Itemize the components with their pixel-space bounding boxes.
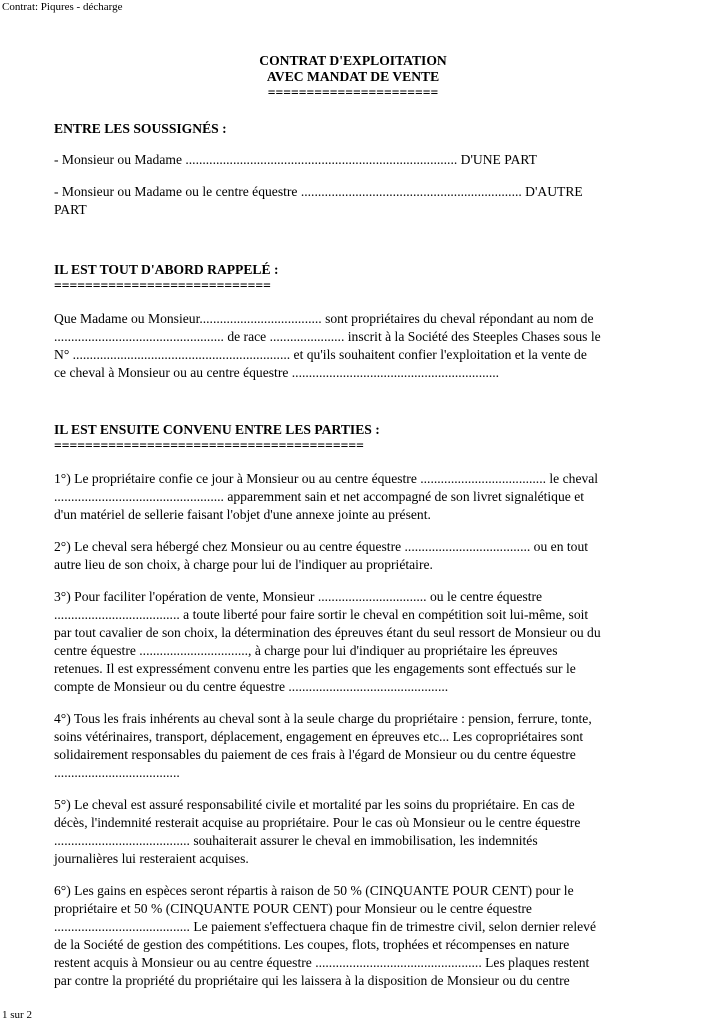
clause-6: 6°) Les gains en espèces seront répartis à raison de 50 % (CINQUANTE POUR CENT) pour le propriétaire et 50 % (CINQUANTE POUR CENT) pour Monsieur ou le centre équestre ........................................ Le paiement s'effectuera chaque fin de trimestre civil, selon dernier relevé de la Société de gestion des compétitions. Les coupes, flots, trophées et récompenses en nature restent acquis à Monsieur ou au centre équestre ................................................. Les plaques restent par contre la propriété du propriétaire qui les laissera à la disposition de Monsieur ou du centre: [54, 883, 596, 988]
clause-2: 2°) Le cheval sera hébergé chez Monsieur ou au centre équestre ..................................... ou en tout autre lieu de son choix, à charge pour lui de l'indiquer au propriétaire.: [54, 539, 589, 572]
title-underline: ======================: [267, 85, 439, 100]
clause-4: 4°) Tous les frais inhérents au cheval sont à la seule charge du propriétaire : pension, ferrure, tonte, soins vétérinaires, transport, déplacement, engagement en épreuves etc... Les copropriétaires sont solidairement responsables du paiement de ces frais à l'égard de Monsieur ou du centre équestre .....................................: [54, 711, 592, 780]
agreed-underline: ========================================: [54, 438, 364, 453]
print-header-title: Contrat: Piqures - décharge: [2, 1, 123, 13]
parties-heading: ENTRE LES SOUSSIGNÉS :: [54, 121, 227, 136]
document-body: [54, 53, 654, 990]
recall-underline: ============================: [54, 278, 271, 293]
clause-1: 1°) Le propriétaire confie ce jour à Monsieur ou au centre équestre ..................................... le cheval .................................................. apparemment sain et net accompagné de son livret signalétique et d'un matériel de sellerie faisant l'objet d'une annexe jointe au présent.: [54, 471, 599, 522]
page-number: 1 sur 2: [2, 1009, 32, 1021]
recall-heading: IL EST TOUT D'ABORD RAPPELÉ :: [54, 262, 279, 277]
recall-paragraph: Que Madame ou Monsieur.................................... sont propriétaires du cheval répondant au nom de .................................................. de race ...................... inscrit à la Société des Steeples Chases sous le N° ................................................................ et qu'ils souhaitent confier l'exploitation et la vente de ce cheval à Monsieur ou au centre équestre .............................................................: [54, 311, 601, 380]
party-one: - Monsieur ou Madame ................................................................................ D'UNE PART: [54, 152, 537, 167]
party-two: - Monsieur ou Madame ou le centre équestre ................................................................. D'AUTRE PART: [54, 184, 583, 217]
agreed-heading: IL EST ENSUITE CONVENU ENTRE LES PARTIES :: [54, 422, 380, 437]
clause-5: 5°) Le cheval est assuré responsabilité civile et mortalité par les soins du propriétaire. En cas de décès, l'indemnité resterait acquise au propriétaire. Pour le cas où Monsieur ou le centre équestre ........................................ souhaiterait assurer le cheval en immobilisation, les indemnités journalières lui resteraient acquises.: [54, 797, 581, 866]
contract-title: [52, 53, 654, 101]
title-line-1: CONTRAT D'EXPLOITATION: [259, 53, 447, 68]
title-line-2: AVEC MANDAT DE VENTE: [266, 69, 440, 84]
clause-3: 3°) Pour faciliter l'opération de vente, Monsieur ................................ ou le centre équestre ..................................... a toute liberté pour faire sortir le cheval en compétition soit lui-même, soit par tout cavalier de son choix, la détermination des épreuves étant du seul ressort de Monsieur ou du centre équestre ................................, à charge pour lui d'indiquer au propriétaire les épreuves retenues. Il est expressément convenu entre les parties que les engagements sont effectués sur le compte de Monsieur ou du centre équestre ...............................................: [54, 589, 601, 694]
